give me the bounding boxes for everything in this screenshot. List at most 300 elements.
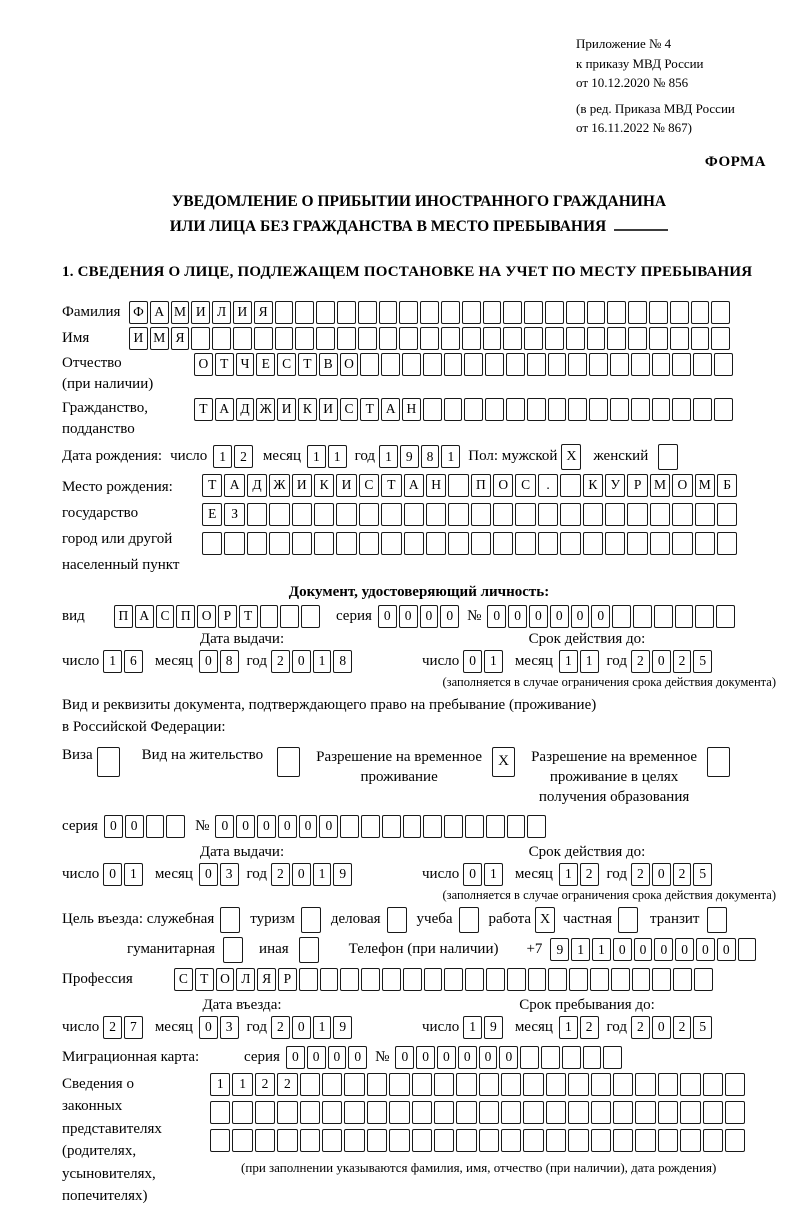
char-cell[interactable] [344,1101,364,1124]
char-cell[interactable]: 8 [220,650,239,673]
char-cell[interactable]: 0 [437,1046,456,1069]
char-cell[interactable] [337,301,356,324]
char-cell[interactable]: Т [202,474,222,497]
char-cell[interactable]: 6 [124,650,143,673]
char-cell[interactable]: 2 [631,1016,650,1039]
char-cell[interactable] [568,398,587,421]
char-cell[interactable]: 1 [124,863,143,886]
char-cell[interactable]: Я [257,968,276,991]
char-cell[interactable] [277,1129,297,1152]
char-cell[interactable]: 0 [286,1046,305,1069]
char-cell[interactable]: 2 [277,1073,297,1096]
char-cell[interactable] [314,532,334,555]
char-cell[interactable] [546,1073,566,1096]
char-cell[interactable] [465,815,484,838]
char-cell[interactable] [527,353,546,376]
char-cell[interactable]: 0 [463,863,482,886]
checkbox-other[interactable] [299,937,319,963]
char-cell[interactable]: 0 [278,815,297,838]
char-cell[interactable] [675,605,694,628]
char-cell[interactable] [336,503,356,526]
char-cell[interactable] [275,301,294,324]
char-cell[interactable] [605,503,625,526]
char-cell[interactable] [546,1101,566,1124]
char-cell[interactable] [434,1129,454,1152]
char-cell[interactable] [633,605,652,628]
char-cell[interactable]: 1 [463,1016,482,1039]
char-cell[interactable] [233,327,252,350]
char-cell[interactable] [658,1101,678,1124]
char-cell[interactable]: А [381,398,400,421]
char-cell[interactable] [404,532,424,555]
char-cell[interactable]: 0 [125,815,144,838]
char-cell[interactable]: 0 [199,650,218,673]
char-cell[interactable] [399,301,418,324]
char-cell[interactable] [379,301,398,324]
char-cell[interactable] [591,1129,611,1152]
char-cell[interactable] [483,301,502,324]
char-cell[interactable]: З [224,503,244,526]
char-cell[interactable] [247,503,267,526]
char-cell[interactable] [456,1073,476,1096]
char-cell[interactable] [316,327,335,350]
char-cell[interactable]: 0 [328,1046,347,1069]
char-cell[interactable] [717,503,737,526]
char-cell[interactable] [680,1073,700,1096]
char-cell[interactable]: 0 [440,605,459,628]
char-cell[interactable] [568,1073,588,1096]
checkbox-private[interactable] [618,907,638,933]
char-cell[interactable]: 9 [333,863,352,886]
char-cell[interactable] [568,1101,588,1124]
char-cell[interactable] [367,1073,387,1096]
char-cell[interactable] [650,532,670,555]
char-cell[interactable]: 1 [307,445,326,468]
char-cell[interactable] [562,1046,581,1069]
char-cell[interactable]: 0 [499,1046,518,1069]
char-cell[interactable]: Р [627,474,647,497]
char-cell[interactable]: 0 [634,938,653,961]
char-cell[interactable] [367,1101,387,1124]
char-cell[interactable] [569,968,588,991]
char-cell[interactable] [444,815,463,838]
char-cell[interactable] [652,398,671,421]
char-cell[interactable]: 1 [213,445,232,468]
char-cell[interactable] [292,532,312,555]
char-cell[interactable] [269,532,289,555]
char-cell[interactable]: 1 [559,1016,578,1039]
char-cell[interactable] [523,1101,543,1124]
char-cell[interactable] [483,327,502,350]
char-cell[interactable]: И [191,301,210,324]
char-cell[interactable] [322,1129,342,1152]
char-cell[interactable]: 0 [319,815,338,838]
char-cell[interactable] [316,301,335,324]
char-cell[interactable] [507,815,526,838]
char-cell[interactable] [359,503,379,526]
char-cell[interactable] [591,1101,611,1124]
char-cell[interactable]: С [174,968,193,991]
char-cell[interactable] [479,1129,499,1152]
char-cell[interactable] [711,301,730,324]
char-cell[interactable]: 0 [652,863,671,886]
char-cell[interactable] [628,327,647,350]
char-cell[interactable] [146,815,165,838]
char-cell[interactable]: К [583,474,603,497]
char-cell[interactable]: 0 [292,1016,311,1039]
char-cell[interactable] [527,398,546,421]
char-cell[interactable] [269,503,289,526]
char-cell[interactable] [635,1101,655,1124]
char-cell[interactable]: 0 [307,1046,326,1069]
char-cell[interactable]: 1 [592,938,611,961]
char-cell[interactable] [426,503,446,526]
char-cell[interactable]: 9 [400,445,419,468]
char-cell[interactable] [379,327,398,350]
char-cell[interactable] [361,968,380,991]
char-cell[interactable]: 0 [378,605,397,628]
char-cell[interactable] [548,398,567,421]
char-cell[interactable] [670,301,689,324]
char-cell[interactable] [680,1101,700,1124]
char-cell[interactable]: 9 [333,1016,352,1039]
char-cell[interactable] [607,327,626,350]
char-cell[interactable]: Т [381,474,401,497]
char-cell[interactable]: 8 [333,650,352,673]
char-cell[interactable] [587,327,606,350]
char-cell[interactable] [444,968,463,991]
char-cell[interactable]: 2 [673,1016,692,1039]
char-cell[interactable]: 0 [696,938,715,961]
char-cell[interactable] [295,327,314,350]
char-cell[interactable]: 0 [395,1046,414,1069]
char-cell[interactable]: 0 [458,1046,477,1069]
char-cell[interactable] [605,532,625,555]
char-cell[interactable]: Ж [269,474,289,497]
char-cell[interactable] [299,968,318,991]
char-cell[interactable] [691,327,710,350]
char-cell[interactable] [548,353,567,376]
char-cell[interactable] [613,1101,633,1124]
checkbox-male[interactable]: X [561,444,581,470]
char-cell[interactable] [426,532,446,555]
char-cell[interactable] [434,1073,454,1096]
char-cell[interactable] [695,605,714,628]
char-cell[interactable] [538,503,558,526]
char-cell[interactable]: О [216,968,235,991]
char-cell[interactable] [652,353,671,376]
char-cell[interactable] [412,1129,432,1152]
char-cell[interactable] [523,1129,543,1152]
char-cell[interactable] [423,398,442,421]
char-cell[interactable]: И [277,398,296,421]
char-cell[interactable]: 0 [215,815,234,838]
char-cell[interactable] [255,1129,275,1152]
char-cell[interactable] [524,301,543,324]
char-cell[interactable]: 2 [255,1073,275,1096]
char-cell[interactable] [589,398,608,421]
char-cell[interactable]: 3 [220,863,239,886]
char-cell[interactable]: 1 [313,863,332,886]
char-cell[interactable]: И [129,327,148,350]
checkbox-humanitarian[interactable] [223,937,243,963]
char-cell[interactable] [545,327,564,350]
char-cell[interactable]: 2 [271,863,290,886]
char-cell[interactable] [255,1101,275,1124]
char-cell[interactable]: 0 [199,1016,218,1039]
char-cell[interactable] [485,398,504,421]
char-cell[interactable] [632,968,651,991]
char-cell[interactable] [420,327,439,350]
char-cell[interactable] [434,1101,454,1124]
char-cell[interactable]: 2 [673,650,692,673]
char-cell[interactable] [471,532,491,555]
char-cell[interactable] [583,1046,602,1069]
char-cell[interactable] [448,474,468,497]
char-cell[interactable] [693,353,712,376]
char-cell[interactable]: 2 [580,1016,599,1039]
char-cell[interactable] [403,815,422,838]
char-cell[interactable] [314,503,334,526]
char-cell[interactable] [486,968,505,991]
char-cell[interactable]: О [194,353,213,376]
char-cell[interactable] [444,398,463,421]
char-cell[interactable]: 1 [313,650,332,673]
char-cell[interactable] [691,301,710,324]
char-cell[interactable] [610,398,629,421]
char-cell[interactable]: С [340,398,359,421]
char-cell[interactable] [367,1129,387,1152]
char-cell[interactable] [610,353,629,376]
char-cell[interactable] [412,1073,432,1096]
char-cell[interactable] [703,1101,723,1124]
char-cell[interactable] [456,1129,476,1152]
char-cell[interactable] [382,815,401,838]
char-cell[interactable]: Л [236,968,255,991]
char-cell[interactable] [336,532,356,555]
char-cell[interactable] [680,1129,700,1152]
char-cell[interactable] [506,398,525,421]
char-cell[interactable] [202,532,222,555]
char-cell[interactable] [672,353,691,376]
char-cell[interactable]: 1 [559,650,578,673]
char-cell[interactable] [628,301,647,324]
char-cell[interactable] [361,815,380,838]
char-cell[interactable] [389,1129,409,1152]
char-cell[interactable] [515,532,535,555]
char-cell[interactable] [320,968,339,991]
char-cell[interactable] [672,398,691,421]
char-cell[interactable] [568,1129,588,1152]
char-cell[interactable]: 0 [571,605,590,628]
char-cell[interactable]: 1 [232,1073,252,1096]
char-cell[interactable] [635,1073,655,1096]
char-cell[interactable] [650,503,670,526]
char-cell[interactable] [541,1046,560,1069]
char-cell[interactable]: 0 [654,938,673,961]
char-cell[interactable] [412,1101,432,1124]
char-cell[interactable] [337,327,356,350]
char-cell[interactable]: 2 [271,650,290,673]
char-cell[interactable] [381,532,401,555]
char-cell[interactable] [695,503,715,526]
char-cell[interactable]: Ф [129,301,148,324]
char-cell[interactable] [424,968,443,991]
char-cell[interactable] [703,1129,723,1152]
char-cell[interactable] [560,474,580,497]
char-cell[interactable] [515,503,535,526]
char-cell[interactable]: 0 [236,815,255,838]
char-cell[interactable]: 0 [717,938,736,961]
char-cell[interactable]: 0 [550,605,569,628]
char-cell[interactable] [520,1046,539,1069]
char-cell[interactable]: 0 [420,605,439,628]
char-cell[interactable]: 2 [271,1016,290,1039]
char-cell[interactable]: Р [278,968,297,991]
char-cell[interactable]: С [156,605,175,628]
char-cell[interactable]: П [114,605,133,628]
char-cell[interactable] [260,605,279,628]
char-cell[interactable] [587,301,606,324]
char-cell[interactable]: 0 [463,650,482,673]
checkbox-residence-permit[interactable] [277,747,300,777]
char-cell[interactable] [322,1101,342,1124]
char-cell[interactable] [456,1101,476,1124]
char-cell[interactable] [589,353,608,376]
char-cell[interactable] [232,1101,252,1124]
checkbox-temp-residence[interactable]: X [492,747,515,777]
char-cell[interactable]: 9 [484,1016,503,1039]
char-cell[interactable]: М [695,474,715,497]
char-cell[interactable]: С [359,474,379,497]
char-cell[interactable]: 5 [693,650,712,673]
char-cell[interactable] [714,353,733,376]
char-cell[interactable] [448,503,468,526]
char-cell[interactable] [613,1073,633,1096]
char-cell[interactable]: 1 [103,650,122,673]
char-cell[interactable] [464,353,483,376]
char-cell[interactable] [441,301,460,324]
char-cell[interactable]: 0 [613,938,632,961]
char-cell[interactable]: И [319,398,338,421]
char-cell[interactable] [340,968,359,991]
char-cell[interactable]: И [292,474,312,497]
char-cell[interactable] [694,968,713,991]
char-cell[interactable]: 1 [484,650,503,673]
char-cell[interactable] [658,1129,678,1152]
char-cell[interactable] [583,503,603,526]
char-cell[interactable]: К [314,474,334,497]
char-cell[interactable] [389,1101,409,1124]
char-cell[interactable] [583,532,603,555]
char-cell[interactable] [402,353,421,376]
char-cell[interactable] [479,1101,499,1124]
char-cell[interactable]: 2 [673,863,692,886]
char-cell[interactable] [493,503,513,526]
char-cell[interactable] [738,938,757,961]
char-cell[interactable] [672,532,692,555]
char-cell[interactable]: Д [236,398,255,421]
char-cell[interactable]: О [493,474,513,497]
char-cell[interactable] [358,327,377,350]
char-cell[interactable]: П [176,605,195,628]
char-cell[interactable] [358,301,377,324]
char-cell[interactable] [493,532,513,555]
char-cell[interactable] [322,1073,342,1096]
char-cell[interactable]: 0 [591,605,610,628]
checkbox-temp-residence-edu[interactable] [707,747,730,777]
char-cell[interactable]: 0 [652,650,671,673]
char-cell[interactable] [725,1129,745,1152]
char-cell[interactable]: Я [254,301,273,324]
char-cell[interactable] [523,1073,543,1096]
char-cell[interactable] [725,1101,745,1124]
char-cell[interactable] [247,532,267,555]
char-cell[interactable] [382,968,401,991]
char-cell[interactable]: Ч [236,353,255,376]
char-cell[interactable] [292,503,312,526]
char-cell[interactable] [404,503,424,526]
char-cell[interactable]: 9 [550,938,569,961]
checkbox-transit[interactable] [707,907,727,933]
char-cell[interactable] [295,301,314,324]
char-cell[interactable] [703,1073,723,1096]
char-cell[interactable] [280,605,299,628]
char-cell[interactable]: Я [171,327,190,350]
char-cell[interactable] [717,532,737,555]
char-cell[interactable]: 2 [103,1016,122,1039]
char-cell[interactable]: Т [215,353,234,376]
char-cell[interactable] [191,327,210,350]
char-cell[interactable]: Н [426,474,446,497]
char-cell[interactable] [403,968,422,991]
char-cell[interactable] [232,1129,252,1152]
char-cell[interactable]: 0 [652,1016,671,1039]
char-cell[interactable] [275,327,294,350]
char-cell[interactable] [503,327,522,350]
char-cell[interactable] [548,968,567,991]
char-cell[interactable]: 2 [580,863,599,886]
char-cell[interactable] [649,301,668,324]
char-cell[interactable] [568,353,587,376]
char-cell[interactable] [420,301,439,324]
char-cell[interactable] [607,301,626,324]
char-cell[interactable]: С [277,353,296,376]
char-cell[interactable]: О [197,605,216,628]
char-cell[interactable]: А [215,398,234,421]
char-cell[interactable] [546,1129,566,1152]
char-cell[interactable]: 1 [210,1073,230,1096]
char-cell[interactable]: 0 [348,1046,367,1069]
char-cell[interactable]: О [340,353,359,376]
char-cell[interactable] [464,398,483,421]
char-cell[interactable] [277,1101,297,1124]
char-cell[interactable]: Т [360,398,379,421]
char-cell[interactable]: 2 [631,863,650,886]
char-cell[interactable] [344,1129,364,1152]
char-cell[interactable] [300,1129,320,1152]
char-cell[interactable] [399,327,418,350]
char-cell[interactable]: 0 [675,938,694,961]
char-cell[interactable] [627,532,647,555]
char-cell[interactable]: Л [212,301,231,324]
char-cell[interactable] [527,815,546,838]
char-cell[interactable] [381,503,401,526]
char-cell[interactable]: 0 [399,605,418,628]
char-cell[interactable] [672,503,692,526]
char-cell[interactable] [212,327,231,350]
char-cell[interactable] [166,815,185,838]
